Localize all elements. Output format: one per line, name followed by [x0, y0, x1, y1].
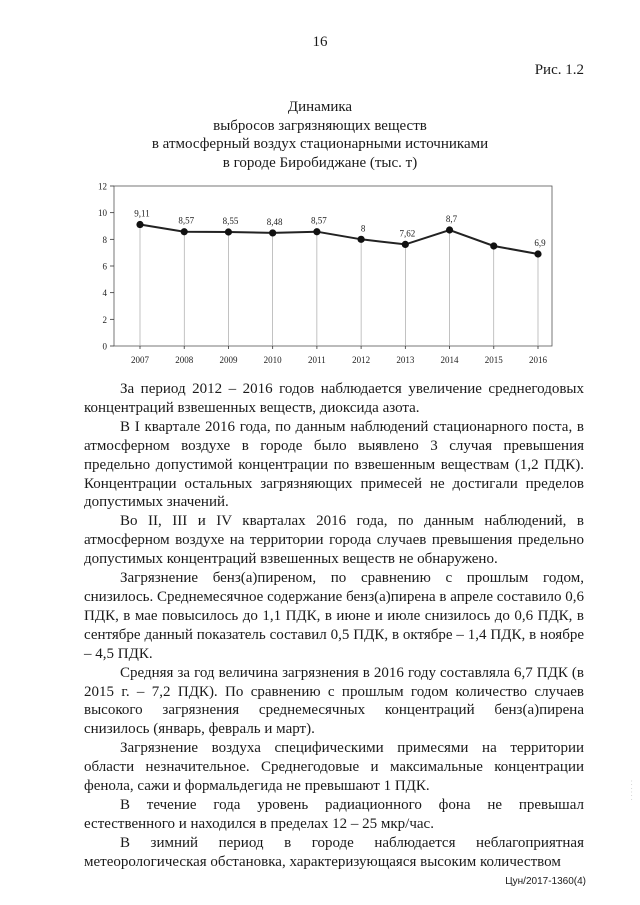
y-tick-label: 0	[102, 341, 107, 352]
data-point	[225, 228, 232, 235]
data-label: 8,55	[222, 216, 239, 226]
data-label: 8	[360, 223, 366, 234]
x-tick-label: 2007	[131, 355, 149, 365]
x-tick-label: 2014	[440, 355, 459, 365]
data-label: 8,57	[178, 215, 195, 226]
data-point	[490, 242, 497, 249]
paragraph: В течение года уровень радиационного фона не превышал естественного и находился в пределах 12 – 25 мкр/час.	[84, 796, 584, 832]
body-text	[84, 380, 584, 872]
paragraph: За период 2012 – 2016 годов наблюдается увеличение среднегодовых концентраций взвешенных веществ, диоксида азота.	[84, 381, 584, 416]
plot-frame	[114, 186, 552, 346]
x-tick-label: 2009	[219, 355, 238, 365]
data-label: 8,7	[445, 214, 458, 224]
paragraph: Загрязнение бенз(а)пиреном, по сравнению с прошлым годом, снизилось. Среднемесячное содержание бенз(а)пирена в апреле составило 0,6 ПДК, в мае повысилось до 1,1 ПДК, в июне и июле снизилось до 0,6 ПДК, в сентябре данный показатель составил 0,5 ПДК, в октябре – 1,4 ПДК, в ноябре – 4,5 ПДК.	[84, 570, 584, 662]
data-point	[534, 250, 541, 257]
x-tick-label: 2010	[263, 355, 282, 365]
y-tick-label: 4	[102, 288, 107, 299]
paragraph: Загрязнение воздуха специфическими примесями на территории области незначительное. Среднегодовые и максимальные концентрации фенола, сажи и формальдегида не превышают 1 ПДК.	[84, 740, 584, 795]
paragraph: Во II, III и IV кварталах 2016 года, по данным наблюдений, в атмосферном воздухе на территории города случаев превышения предельно допустимых концентраций взвешенных веществ не обнаружено.	[84, 513, 584, 568]
data-point	[402, 241, 409, 248]
data-label: 7,62	[399, 228, 416, 239]
y-tick-label: 2	[102, 314, 107, 325]
y-tick-label: 10	[98, 208, 107, 219]
chart-title	[0, 98, 640, 172]
data-point	[136, 221, 143, 228]
title-line: в городе Биробиджане (тыс. т)	[222, 154, 418, 171]
data-label: 6,9	[534, 238, 546, 248]
y-tick-label: 8	[102, 234, 107, 245]
x-tick-label: 2008	[175, 355, 194, 365]
data-label: 9,11	[134, 208, 150, 219]
figure-label: Рис. 1.2	[534, 62, 584, 78]
data-point	[446, 226, 453, 233]
title-line: в атмосферный воздух стационарными источниками	[151, 136, 489, 152]
data-point	[358, 236, 365, 243]
series-line	[140, 225, 538, 255]
data-point	[269, 229, 276, 236]
title-line: выбросов загрязняющих веществ	[213, 117, 427, 134]
data-point	[313, 228, 320, 235]
margin-mark: · · · · · ·	[628, 780, 634, 801]
x-tick-label: 2015	[484, 355, 503, 365]
paragraph: В I квартале 2016 года, по данным наблюдений стационарного поста, в атмосферном воздухе в городе было выявлено 3 случая превышения предельно допустимой концентрации по взвешенным веществам (1,2 ПДК). Концентрации остальных загрязняющих примесей не достигали пределов допустимых значений.	[84, 418, 584, 511]
paragraph: Средняя за год величина загрязнения в 2016 году составляла 6,7 ПДК (в 2015 г. – 7,2 ПДК). По сравнению с прошлым годом количество случаев высокого загрязнения среднемесячных концентраций бенз(а)пирена снизилось (январь, февраль и март).	[84, 664, 584, 738]
x-tick-label: 2012	[352, 355, 371, 365]
paragraph: В зимний период в городе наблюдается неблагоприятная метеорологическая обстановка, характеризующаяся высоким количеством	[84, 834, 584, 870]
data-label: 8,57	[311, 215, 327, 226]
x-tick-label: 2013	[396, 355, 415, 365]
page-number: 16	[312, 34, 328, 50]
x-tick-label: 2016	[529, 355, 547, 365]
data-point	[181, 228, 188, 235]
emissions-line-chart	[92, 178, 572, 372]
title-line: Динамика	[287, 99, 353, 115]
y-tick-label: 12	[98, 181, 107, 192]
x-tick-label: 2011	[308, 355, 326, 365]
y-tick-label: 6	[102, 261, 107, 272]
data-label: 8,48	[266, 216, 283, 227]
footer-code: Цун/2017-1360(4)	[505, 876, 586, 887]
